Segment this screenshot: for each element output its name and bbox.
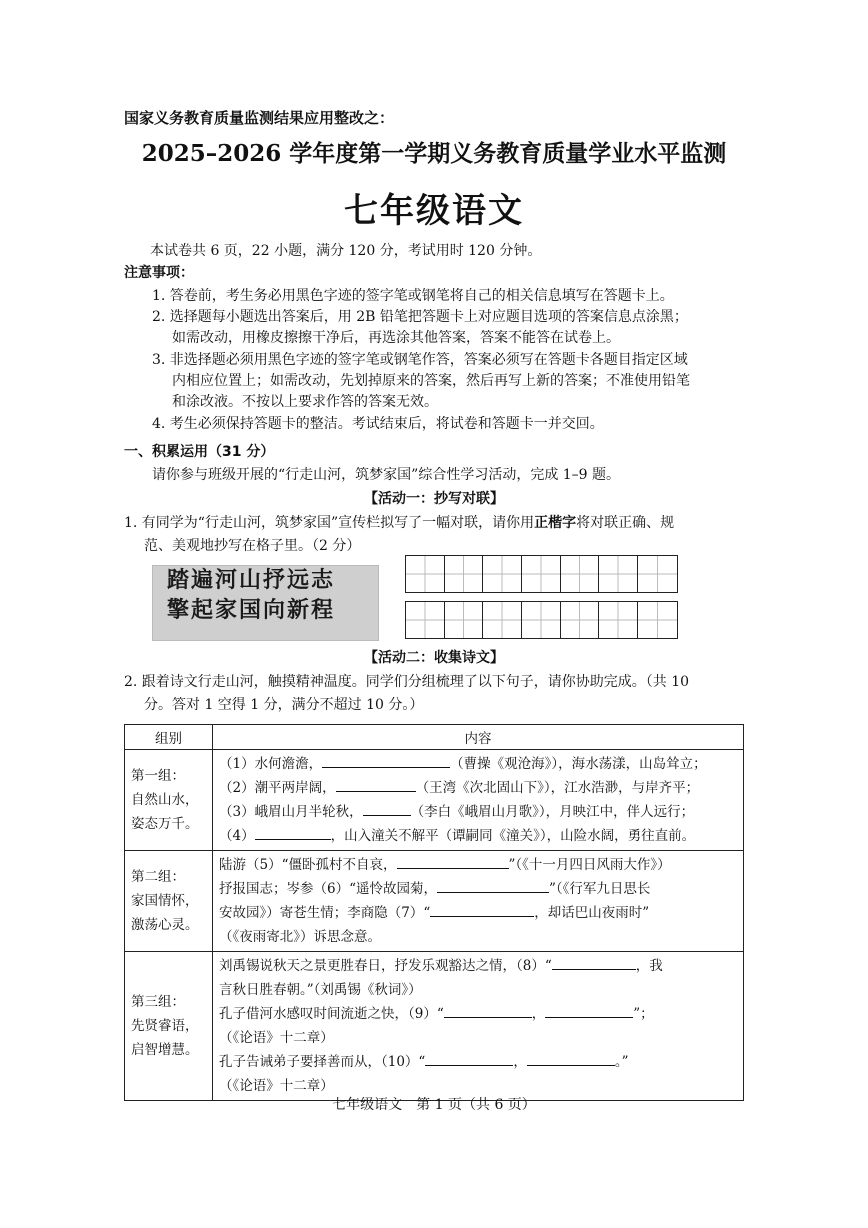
grid-cell[interactable] [445,556,484,592]
table-header-group: 组别 [125,725,213,750]
poem-table [124,724,744,1101]
grid-cell[interactable] [561,602,600,638]
writing-grid-upper[interactable] [405,555,678,593]
content-line: 陆游（5）“僵卧孤村不自哀， ”（《十一月四日风雨大作》） [219,853,737,877]
content-line: （4） ，山入潼关不解平（谭嗣同《潼关》），山险水阔，勇往直前。 [219,824,737,848]
grid-cell[interactable] [406,602,445,638]
couplet-image [152,565,379,641]
answer-blank[interactable] [545,1003,633,1018]
grid-cell[interactable] [561,556,600,592]
activity-two-heading: 【活动二：收集诗文】 [364,650,504,666]
table-row [125,750,744,851]
grid-cell[interactable] [483,602,522,638]
pretitle: 国家义务教育质量监测结果应用整改之： [124,109,395,127]
content-line: 言秋日胜春朝。”（刘禹锡《秋词》） [219,982,422,998]
question-2-line: 2. 跟着诗文行走山河，触摸精神温度。同学们分组梳理了以下句子，请你协助完成。（共 10 [124,674,690,690]
content-line: 抒报国志；岑参（6）“遥怜故园菊， ”（《行军九日思长 [219,877,737,901]
content-line: 刘禹锡说秋天之景更胜春日，抒发乐观豁达之情，（8）“ ，我 [219,954,737,978]
content-line: 孔子告诫弟子要择善而从，（10）“ ， 。” [219,1050,737,1074]
group-label: 启智增慧。 [131,1042,199,1058]
content-cell [213,750,744,851]
note-line: 2. 选择题每小题选出答案后，用 2B 铅笔把答题卡上对应题目选项的答案信息点涂黑； [152,309,688,325]
content-line: （《论语》十二章） [219,1078,334,1094]
answer-blank[interactable] [336,777,416,792]
table-header-content: 内容 [213,725,744,750]
table-row [125,952,744,1101]
content-line: 孔子借河水感叹时间流逝之快，（9）“ ， ”； [219,1002,737,1026]
grid-cell[interactable] [599,556,638,592]
note-line: 内相应位置上；如需改动，先划掉原来的答案，然后再写上新的答案；不准使用铅笔 [172,373,690,389]
q1-bold-text: 正楷字 [534,515,577,531]
grid-cell[interactable] [638,556,677,592]
table-row [125,851,744,952]
exam-intro: 本试卷共 6 页，22 小题，满分 120 分，考试用时 120 分钟。 [150,243,542,259]
content-line: 安故园》）寄苍生情；李商隐（7）“ ，却话巴山夜雨时” [219,901,737,925]
notes-heading: 注意事项： [124,265,194,281]
content-line: （1）水何澹澹， （曹操《观沧海》），海水荡漾，山岛耸立； [219,752,737,776]
question-1-line-2: 范、美观地抄写在格子里。（2 分） [144,538,361,554]
q1-text: 将对联正确、规 [576,515,675,531]
group-label: 第三组： [131,994,185,1010]
content-line: （《夜雨寄北》）诉思念意。 [219,929,381,945]
page-footer: 七年级语文 第 1 页（共 6 页） [332,1097,536,1113]
subject-title: 七年级语文 [344,191,524,231]
answer-blank[interactable] [437,878,549,893]
content-line: （3）峨眉山月半轮秋， （李白《峨眉山月歌》），月映江中，伴人远行； [219,800,737,824]
note-line: 和涂改液。不按以上要求作答的答案无效。 [172,394,438,410]
group-cell [125,750,213,851]
answer-blank[interactable] [430,902,534,917]
answer-blank[interactable] [425,1051,513,1066]
group-label: 家国情怀， [131,893,199,909]
q1-text: 1. 有同学为“行走山河，筑梦家国”宣传栏拟写了一幅对联，请你用 [124,515,535,531]
group-label: 先贤睿语， [131,1018,199,1034]
answer-blank[interactable] [322,753,450,768]
answer-blank[interactable] [255,825,331,840]
section-heading: 一、积累运用（31 分） [124,444,275,460]
note-line: 3. 非选择题必须用黑色字迹的签字笔或钢笔作答，答案必须写在答题卡各题目指定区域 [152,352,688,368]
table-header-row [125,725,744,750]
note-line: 4. 考生必须保持答题卡的整洁。考试结束后，将试卷和答题卡一并交回。 [152,416,604,432]
group-label: 第一组： [131,768,185,784]
group-label: 激荡心灵。 [131,917,199,933]
couplet-upper: 踏遍河山抒远志 [167,568,336,593]
grid-cell[interactable] [483,556,522,592]
grid-cell[interactable] [522,602,561,638]
answer-blank[interactable] [397,854,509,869]
writing-grid-lower[interactable] [405,601,678,639]
content-cell [213,952,744,1101]
note-line: 如需改动，用橡皮擦擦干净后，再选涂其他答案，答案不能答在试卷上。 [172,330,620,346]
answer-blank[interactable] [363,801,411,816]
section-intro: 请你参与班级开展的“行走山河，筑梦家国”综合性学习活动，完成 1–9 题。 [152,467,621,483]
content-cell [213,851,744,952]
group-label: 姿态万千。 [131,816,199,832]
content-line: （《论语》十二章） [219,1030,334,1046]
answer-blank[interactable] [552,955,636,970]
grid-cell[interactable] [638,602,677,638]
note-line: 1. 答卷前，考生务必用黑色字迹的签字笔或钢笔将自己的相关信息填写在答题卡上。 [152,288,674,304]
couplet-lower: 擎起家国向新程 [167,598,336,623]
answer-blank[interactable] [444,1003,532,1018]
grid-cell[interactable] [599,602,638,638]
question-2-line-2: 分。答对 1 空得 1 分，满分不超过 10 分。） [144,697,424,713]
grid-cell[interactable] [406,556,445,592]
group-cell [125,851,213,952]
group-label: 第二组： [131,869,185,885]
activity-one-heading: 【活动一：抄写对联】 [364,491,504,507]
group-cell [125,952,213,1101]
grid-cell[interactable] [445,602,484,638]
answer-blank[interactable] [527,1051,615,1066]
group-label: 自然山水， [131,792,199,808]
question-1-line [124,512,674,534]
exam-title: 2025–2026 学年度第一学期义务教育质量学业水平监测 [141,140,727,167]
grid-cell[interactable] [522,556,561,592]
content-line: （2）潮平两岸阔， （王湾《次北固山下》），江水浩渺，与岸齐平； [219,776,737,800]
